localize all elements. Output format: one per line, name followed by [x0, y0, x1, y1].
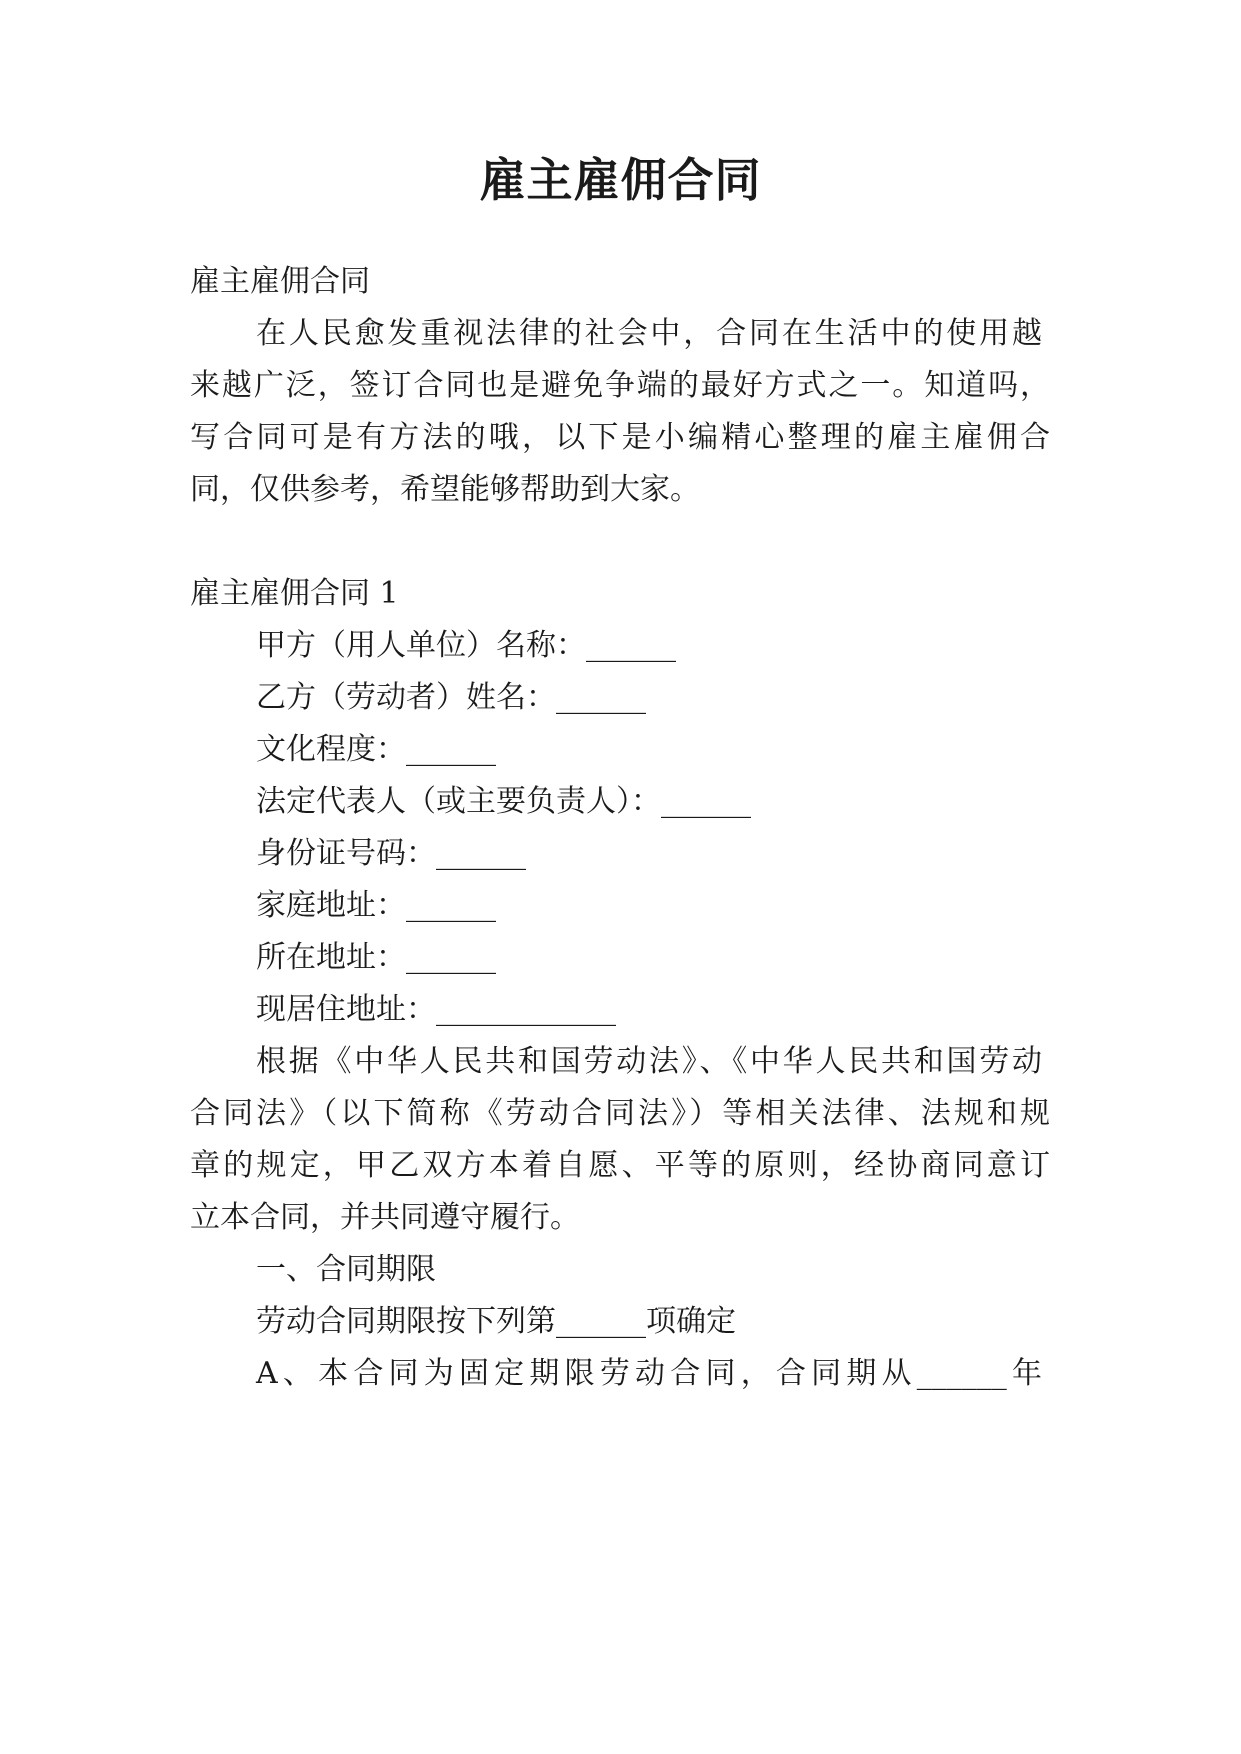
- document-title: 雇主雇佣合同: [479, 153, 762, 207]
- field-party-a-name: 甲方（用人单位）名称：______: [256, 628, 676, 663]
- intro-line: 在人民愈发重视法律的社会中，合同在生活中的使用越: [256, 316, 1042, 351]
- section-heading-term: 一、合同期限: [256, 1252, 436, 1287]
- field-id-number: 身份证号码：______: [256, 836, 526, 871]
- basis-line: 章的规定，甲乙双方本着自愿、平等的原则，经协商同意订: [190, 1148, 1050, 1183]
- field-education: 文化程度：______: [256, 732, 496, 767]
- field-home-address: 家庭地址：______: [256, 888, 496, 923]
- basis-line: 立本合同，并共同遵守履行。: [190, 1200, 580, 1235]
- field-current-address: 现居住地址：____________: [256, 992, 616, 1027]
- subtitle: 雇主雇佣合同: [190, 264, 370, 299]
- intro-line: 来越广泛，签订合同也是避免争端的最好方式之一。知道吗，: [190, 368, 1050, 403]
- field-party-b-name: 乙方（劳动者）姓名：______: [256, 680, 646, 715]
- term-line: 劳动合同期限按下列第______项确定: [256, 1304, 736, 1339]
- field-location-address: 所在地址：______: [256, 940, 496, 975]
- intro-line: 同，仅供参考，希望能够帮助到大家。: [190, 472, 700, 507]
- contract-heading: 雇主雇佣合同 1: [190, 576, 399, 611]
- intro-line: 写合同可是有方法的哦，以下是小编精心整理的雇主雇佣合: [190, 420, 1050, 455]
- basis-line: 合同法》（以下简称《劳动合同法》）等相关法律、法规和规: [190, 1096, 1050, 1131]
- field-legal-representative: 法定代表人（或主要负责人）：______: [256, 784, 751, 819]
- term-line: A、本合同为固定期限劳动合同，合同期从______年: [256, 1356, 1042, 1391]
- basis-line: 根据《中华人民共和国劳动法》、《中华人民共和国劳动: [256, 1044, 1042, 1079]
